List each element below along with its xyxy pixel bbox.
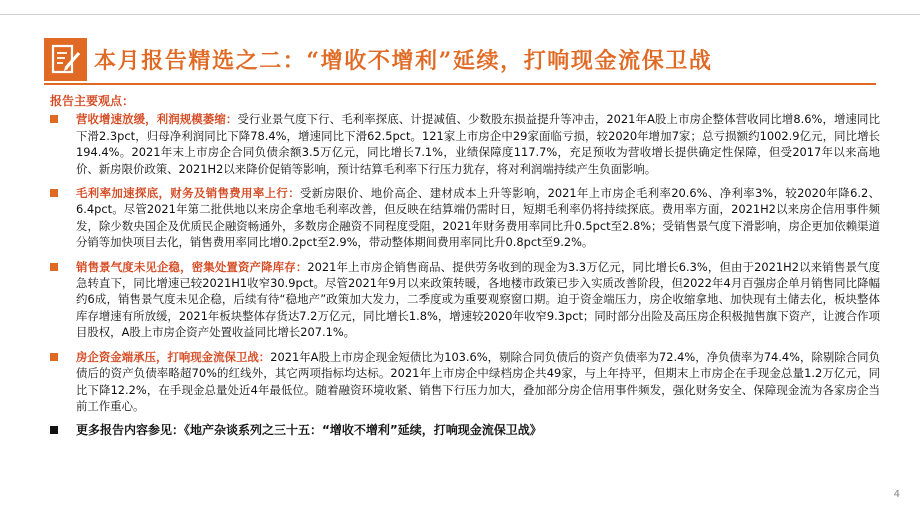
edit-note-icon — [44, 38, 87, 81]
square-bullet-icon — [50, 189, 58, 197]
point-heading: 房企资金端承压，打响现金流保卫战： — [76, 349, 271, 364]
page-number: 4 — [893, 489, 900, 500]
point-cashflow — [50, 349, 880, 415]
point-heading: 销售景气度未见企稳，密集处置资产降库存： — [76, 259, 308, 274]
point-body: 受新房限价、地价高企、建材成本上升等影响，2021年上市房企毛利率20.6%、净利率3%，较2020年降6.2、6.4pct。尽管2021年第二批供地以来房企拿地毛利率改善，但反映在结算端仍需时日，短期毛利率仍将持续探底。费用率方面，2021H2以来房企信用事件频发，除少数央国企及优质民企融资畅通外，多数房企融资不同程度受阻，2021年财务费用率同比升0.5pct至2.8%；受销售景气度下滑影响，房企更加依赖渠道分销等加快项目去化，销售费用率同比增0.2pct至2.9%，带动整体期间费用率同比升0.8pct至9.2%。 — [76, 186, 880, 250]
point-sales-inventory — [50, 259, 880, 341]
square-bullet-icon — [50, 353, 58, 361]
point-revenue-profit — [50, 111, 880, 177]
top-divider — [0, 14, 920, 15]
square-bullet-icon — [50, 263, 58, 271]
square-bullet-icon — [50, 115, 58, 123]
point-body: 2021年上市房企销售商品、提供劳务收到的现金为3.3万亿元，同比增长6.3%，但由于2021H2以来销售景气度急转直下，同比增速已较2021H1收窄30.9pct。尽管2021年9月以来政策转暖，各地楼市政策已步入实质改善阶段，但2022年4月百强房企单月销售同比降幅约6成，销售景气度未见企稳，后续有待“稳地产”政策加大发力，二季度或为重要观察窗口期。迫于资金端压力，房企收缩拿地、加快现有土储去化，板块整体库存增速有所放缓，2021年板块整体存货达7.2万亿元，同比增长1.8%，增速较2020年收窄9.3pct；同时部分出险及高压房企积极抛售旗下资产，让渡合作项目股权，A股上市房企资产处置收益同比增长207.1%。 — [76, 259, 880, 340]
point-margin-expense — [50, 185, 880, 251]
square-bullet-icon — [50, 426, 58, 434]
title-bar — [44, 38, 876, 82]
title-underline — [44, 83, 876, 85]
page-title: 本月报告精选之二：“增收不增利”延续，打响现金流保卫战 — [94, 48, 713, 74]
point-heading: 毛利率加速探底，财务及销售费用率上行： — [76, 186, 301, 201]
report-content — [50, 93, 880, 439]
point-heading: 营收增速放缓，利润规模萎缩： — [76, 112, 238, 127]
point-body: 2021年A股上市房企现金短债比为103.6%，剔除合同负债后的资产负债率为72.4%，净负债率为74.4%，除剔除合同负债后的资产负债率略超70%的红线外，其它两项指标均达标。2021年上市房企中绿档房企共49家，与上年持平，但期末上市房企在手现金总量1.2万亿元，同比下降12.2%，在手现金总量处近4年最低位。随着融资环境收紧、销售下行压力加大，叠加部分房企信用事件频发，强化财务安全、保障现金流为各家房企当前工作重心。 — [76, 349, 880, 413]
reference-text: 更多报告内容参见：《地产杂谈系列之三十五：“增收不增利”延续，打响现金流保卫战》 — [76, 423, 542, 438]
section-label: 报告主要观点： — [50, 94, 135, 108]
more-report-reference — [50, 422, 880, 438]
point-body: 受行业景气度下行、毛利率探底、计提减值、少数股东损益提升等冲击，2021年A股上市房企整体营收同比增8.6%，增速同比下滑2.3pct，归母净利润同比下降78.4%，增速同比下滑62.5pct。121家上市房企中29家面临亏损，较2020年增加7家；总亏损额约1002.9亿元，同比增长194.4%。2021年末上市房企合同负债余额3.5万亿元，同比增长7.1%，业绩保障度117.7%，充足预收为营收增长提供确定性保障，但受2017年以来高地价、新房限价政策、2021H2以来降价促销等影响，预计结算毛利率下行压力犹存，将对利润端持续产生负面影响。 — [76, 112, 880, 176]
